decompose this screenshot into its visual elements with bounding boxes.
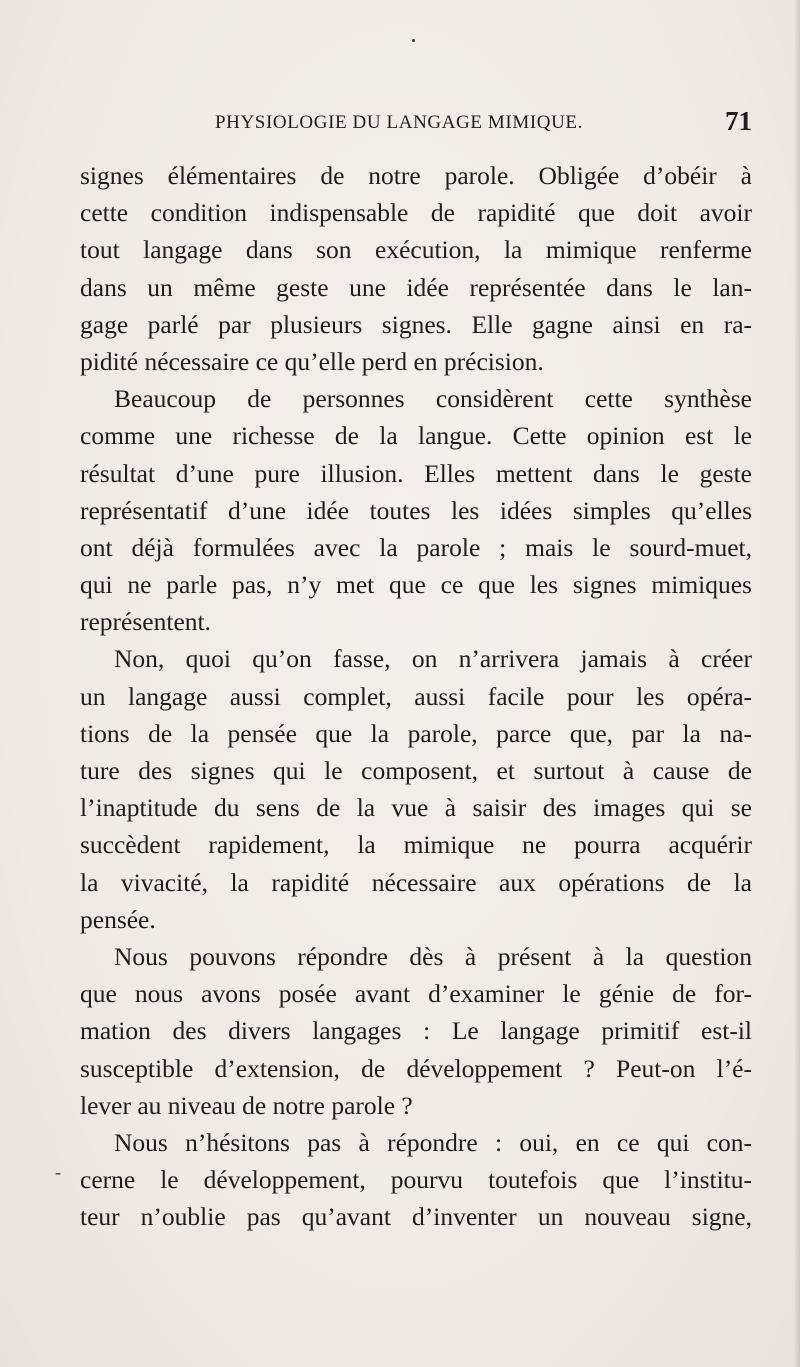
- text-line: pidité nécessaire ce qu’elle perd en précision.: [80, 346, 544, 376]
- text-line: comme une richesse de la langue. Cette opinion est le: [80, 421, 752, 451]
- running-title: PHYSIOLOGIE DU LANGAGE MIMIQUE.: [215, 112, 583, 133]
- text-line: cette condition indispensable de rapidité que doit avoir: [80, 198, 752, 228]
- paragraph: [80, 157, 752, 380]
- text-line: cerne le développement, pourvu toutefois que l’institu-: [80, 1165, 752, 1195]
- text-line: succèdent rapidement, la mimique ne pourra acquérir: [80, 830, 752, 860]
- text-line: teur n’oublie pas qu’avant d’inventer un nouveau signe,: [80, 1202, 752, 1232]
- text-line: tout langage dans son exécution, la mimique renferme: [80, 235, 752, 265]
- page-number: 71: [725, 106, 752, 136]
- text-line: Beaucoup de personnes considèrent cette synthèse: [114, 384, 752, 414]
- text-line: la vivacité, la rapidité nécessaire aux opérations de la: [80, 867, 752, 897]
- text-line: susceptible d’extension, de développement ? Peut-on l’é-: [80, 1053, 752, 1083]
- page-edge-shadow: [794, 0, 800, 1367]
- text-line: Nous n’hésitons pas à répondre : oui, en ce qui con-: [114, 1127, 752, 1157]
- text-line: pensée.: [80, 904, 156, 934]
- page-header: [80, 106, 752, 146]
- text-line: l’inaptitude du sens de la vue à saisir des images qui se: [80, 793, 752, 823]
- text-line: ont déjà formulées avec la parole ; mais le sourd-muet,: [80, 532, 752, 562]
- text-line: Non, quoi qu’on fasse, on n’arrivera jamais à créer: [114, 644, 752, 674]
- paragraph: [80, 1124, 752, 1236]
- text-line: gage parlé par plusieurs signes. Elle gagne ainsi en ra-: [80, 309, 752, 339]
- text-line: que nous avons posée avant d’examiner le génie de for-: [80, 979, 752, 1009]
- text-line: qui ne parle pas, n’y met que ce que les signes mimiques: [80, 570, 752, 600]
- text-line: lever au niveau de notre parole ?: [80, 1090, 413, 1120]
- paragraph: [80, 938, 752, 1124]
- text-line: un langage aussi complet, aussi facile pour les opéra-: [80, 681, 752, 711]
- text-line: tions de la pensée que la parole, parce que, par la na-: [80, 718, 752, 748]
- ink-speck: [412, 39, 415, 42]
- text-line: dans un même geste une idée représentée dans le lan-: [80, 272, 752, 302]
- text-line: ture des signes qui le composent, et surtout à cause de: [80, 756, 752, 785]
- text-line: mation des divers langages : Le langage primitif est-il: [80, 1016, 752, 1046]
- paragraph: [80, 380, 752, 640]
- text-line: représentatif d’une idée toutes les idées simples qu’elles: [80, 495, 752, 525]
- body-text: [80, 157, 752, 1235]
- text-line: Nous pouvons répondre dès à présent à la question: [114, 941, 752, 971]
- margin-mark: -: [55, 1162, 61, 1182]
- text-line: représentent.: [80, 607, 211, 637]
- paragraph: [80, 640, 752, 938]
- text-line: signes élémentaires de notre parole. Obligée d’obéir à: [80, 161, 752, 190]
- text-line: résultat d’une pure illusion. Elles mettent dans le geste: [80, 458, 752, 488]
